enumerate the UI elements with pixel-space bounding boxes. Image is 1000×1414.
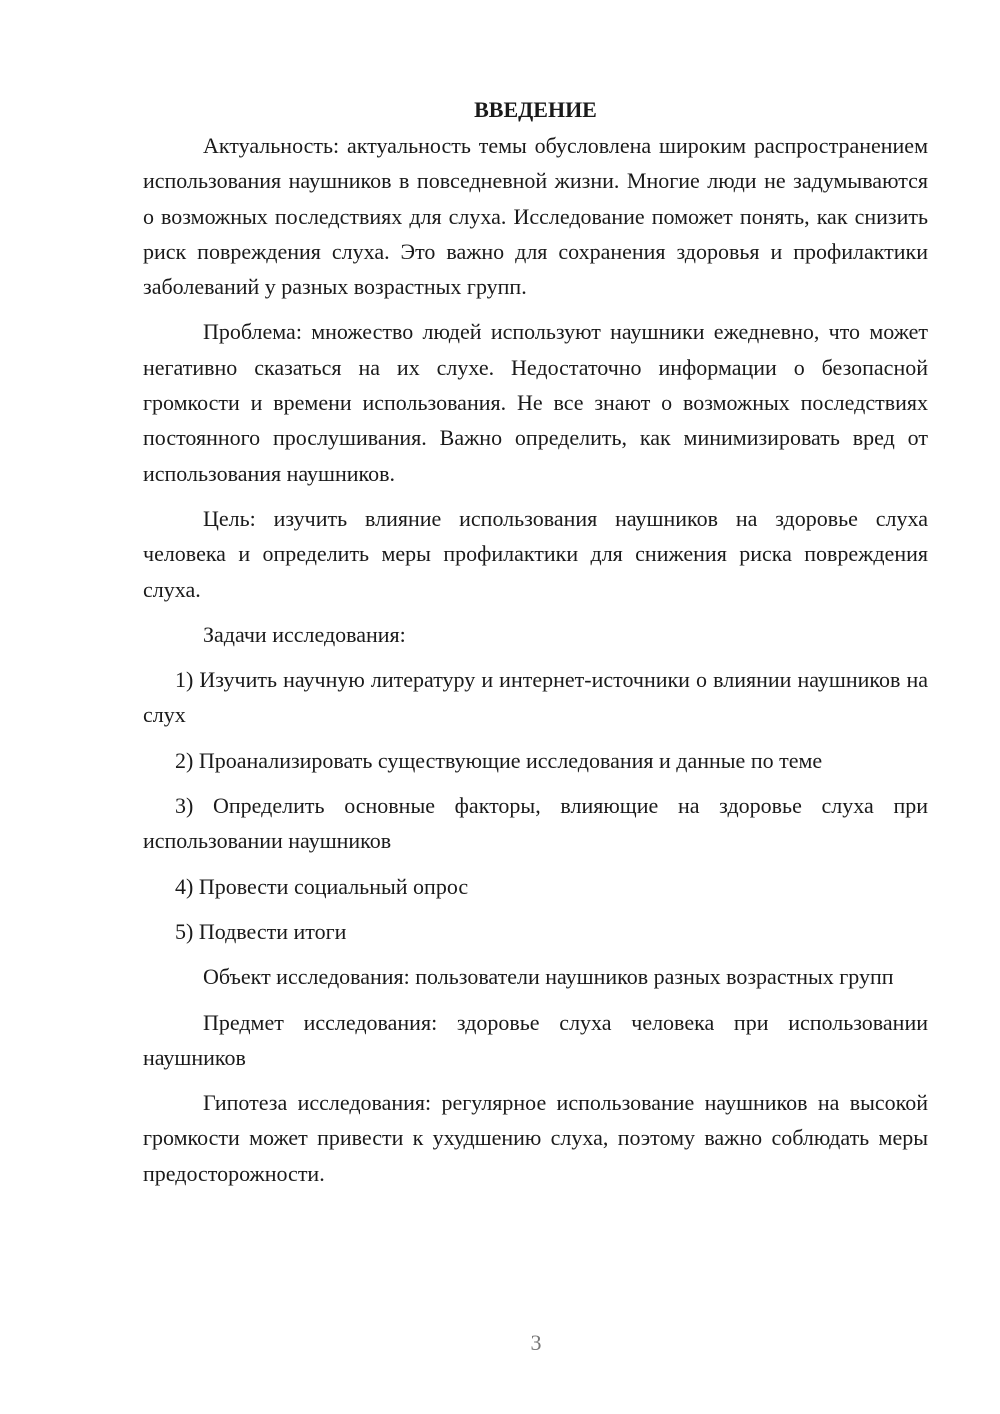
paragraph-problem: Проблема: множество людей используют наушники ежедневно, что может негативно сказаться на их слухе. Недостаточно информации о безопасной громкости и времени использования. Не все знают о возможных последствиях постоянного прослушивания. Важно определить, как минимизировать вред от использования наушников. [143, 319, 928, 486]
tasks-heading: Задачи исследования: [203, 621, 406, 647]
paragraph-object: Объект исследования: пользователи наушников разных возрастных групп [203, 964, 894, 990]
paragraph-goal: Цель: изучить влияние использования наушников на здоровье слуха человека и определить меры профилактики для снижения риска повреждения слуха. [143, 505, 928, 602]
page-title: ВВЕДЕНИЕ [474, 97, 597, 122]
task-item-4: 4) Провести социальный опрос [175, 873, 469, 899]
task-item-3: 3) Определить основные факторы, влияющие на здоровье слуха при использовании наушников [143, 793, 928, 854]
task-item-5: 5) Подвести итоги [175, 918, 347, 944]
document-page [143, 92, 928, 1201]
paragraph-hypothesis: Гипотеза исследования: регулярное использование наушников на высокой громкости может привести к ухудшению слуха, поэтому важно соблюдать меры предосторожности. [143, 1090, 928, 1186]
paragraph-relevance: Актуальность: актуальность темы обусловлена широким распространением использования наушников в повседневной жизни. Многие люди не задумываются о возможных последствиях для слуха. Исследование поможет понять, как снизить риск повреждения слуха. Это важно для сохранения здоровья и профилактики заболеваний у разных возрастных групп. [143, 133, 928, 300]
page-number: 3 [530, 1330, 542, 1355]
task-item-2: 2) Проанализировать существующие исследования и данные по теме [175, 747, 823, 773]
task-item-1: 1) Изучить научную литературу и интернет-источники о влиянии наушников на слух [143, 667, 928, 728]
paragraph-subject: Предмет исследования: здоровье слуха человека при использовании наушников [143, 1009, 928, 1070]
